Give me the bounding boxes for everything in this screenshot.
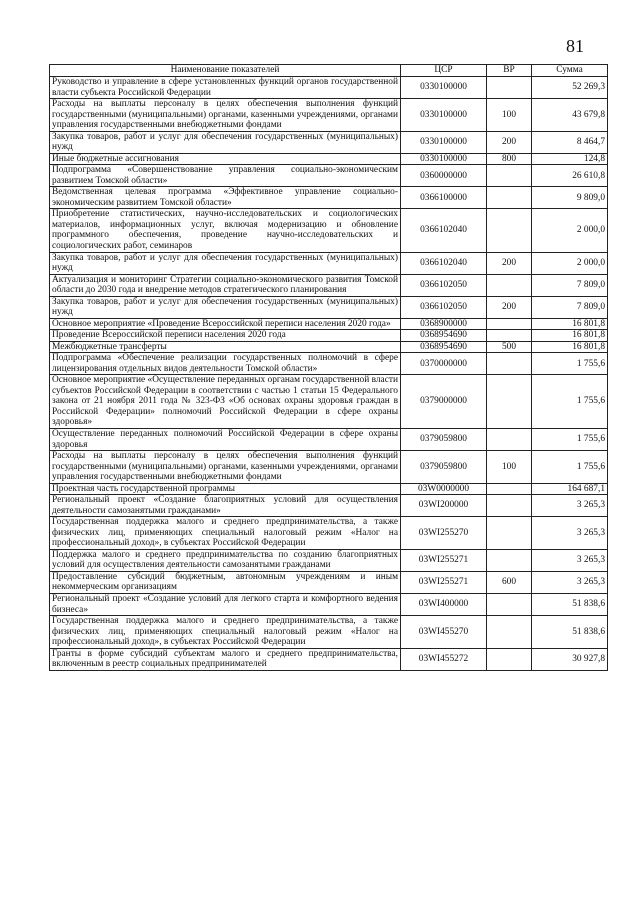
row-name: Гранты в форме субсидий субъектам малого и среднего предпринимательства, включенным в реестр социальных предпринимателей [50, 648, 401, 670]
table-row [50, 209, 608, 252]
header-name: Наименование показателей [50, 65, 401, 77]
row-name: Ведомственная целевая программа «Эффективное управление социально-экономическим развитием Томской области» [50, 187, 401, 209]
table-row [50, 252, 608, 274]
row-vr [487, 165, 532, 187]
table-row [50, 451, 608, 484]
row-sum: 164 687,1 [532, 483, 608, 495]
row-vr: 100 [487, 451, 532, 484]
row-name: Государственная поддержка малого и среднего предпринимательства, а также физических лиц, применяющих специальный налоговый режим «Налог на профессиональный доход», в субъектах Российской Федерации [50, 616, 401, 649]
table-row [50, 648, 608, 670]
row-sum: 43 679,8 [532, 99, 608, 132]
table-row [50, 571, 608, 593]
table-row [50, 274, 608, 296]
row-sum: 51 838,6 [532, 593, 608, 615]
page-number: 81 [566, 36, 584, 56]
row-csr: 0368900000 [401, 318, 487, 330]
table-row [50, 187, 608, 209]
table-row [50, 341, 608, 353]
table-row [50, 77, 608, 99]
row-csr: 0366102040 [401, 209, 487, 252]
row-name: Приобретение статистических, научно-исследовательских и социологических материалов, информационных услуг, включая модернизацию и обновление программного обеспечения, проведение научно-исследовательских и социологических работ, семинаров [50, 209, 401, 252]
row-csr: 03WI455272 [401, 648, 487, 670]
row-name: Иные бюджетные ассигнования [50, 153, 401, 165]
budget-table [49, 64, 608, 671]
row-vr [487, 274, 532, 296]
row-csr: 0360000000 [401, 165, 487, 187]
row-csr: 03WI200000 [401, 495, 487, 517]
row-vr [487, 616, 532, 649]
table-row [50, 593, 608, 615]
table-row [50, 517, 608, 550]
row-sum: 16 801,8 [532, 341, 608, 353]
row-csr: 0366102050 [401, 296, 487, 318]
row-sum: 3 265,3 [532, 517, 608, 550]
row-sum: 3 265,3 [532, 549, 608, 571]
table-row [50, 375, 608, 429]
row-csr: 03W0000000 [401, 483, 487, 495]
row-csr: 0366100000 [401, 187, 487, 209]
row-vr [487, 375, 532, 429]
row-csr: 03WI455270 [401, 616, 487, 649]
row-name: Основное мероприятие «Проведение Всероссийской переписи населения 2020 года» [50, 318, 401, 330]
row-sum: 2 000,0 [532, 252, 608, 274]
row-sum: 3 265,3 [532, 571, 608, 593]
table-row [50, 296, 608, 318]
row-sum: 1 755,6 [532, 375, 608, 429]
row-sum: 3 265,3 [532, 495, 608, 517]
table-row [50, 131, 608, 153]
row-vr: 100 [487, 99, 532, 132]
row-csr: 0379059800 [401, 429, 487, 451]
row-sum: 16 801,8 [532, 318, 608, 330]
row-csr: 0368954690 [401, 341, 487, 353]
row-vr [487, 429, 532, 451]
row-vr: 200 [487, 131, 532, 153]
table-row [50, 153, 608, 165]
row-name: Актуализация и мониторинг Стратегии социально-экономического развития Томской области до 2030 года и внедрение методов стратегического планирования [50, 274, 401, 296]
row-vr [487, 495, 532, 517]
row-name: Проектная часть государственной программы [50, 483, 401, 495]
row-vr: 200 [487, 252, 532, 274]
row-sum: 1 755,6 [532, 429, 608, 451]
row-name: Подпрограмма «Обеспечение реализации государственных полномочий в сфере лицензирования отдельных видов деятельности Томской области» [50, 353, 401, 375]
row-csr: 03WI255270 [401, 517, 487, 550]
row-csr: 0330100000 [401, 99, 487, 132]
row-vr: 500 [487, 341, 532, 353]
row-vr: 200 [487, 296, 532, 318]
row-sum: 7 809,0 [532, 296, 608, 318]
row-vr: 800 [487, 153, 532, 165]
row-sum: 1 755,6 [532, 353, 608, 375]
row-csr: 03WI255271 [401, 549, 487, 571]
row-name: Предоставление субсидий бюджетным, автономным учреждениям и иным некоммерческим организациям [50, 571, 401, 593]
row-name: Закупка товаров, работ и услуг для обеспечения государственных (муниципальных) нужд [50, 131, 401, 153]
row-vr [487, 330, 532, 342]
row-vr [487, 483, 532, 495]
row-sum: 26 610,8 [532, 165, 608, 187]
row-csr: 03WI255271 [401, 571, 487, 593]
table-row [50, 483, 608, 495]
row-vr [487, 517, 532, 550]
header-csr: ЦСР [401, 65, 487, 77]
row-sum: 8 464,7 [532, 131, 608, 153]
table-row [50, 495, 608, 517]
row-sum: 1 755,6 [532, 451, 608, 484]
row-sum: 16 801,8 [532, 330, 608, 342]
row-csr: 0330100000 [401, 131, 487, 153]
row-csr: 0330100000 [401, 77, 487, 99]
row-name: Проведение Всероссийской переписи населения 2020 года [50, 330, 401, 342]
table-row [50, 353, 608, 375]
table-row [50, 549, 608, 571]
row-name: Подпрограмма «Совершенствование управления социально-экономическим развитием Томской области» [50, 165, 401, 187]
row-sum: 9 809,0 [532, 187, 608, 209]
row-sum: 51 838,6 [532, 616, 608, 649]
row-name: Закупка товаров, работ и услуг для обеспечения государственных (муниципальных) нужд [50, 296, 401, 318]
row-sum: 30 927,8 [532, 648, 608, 670]
row-csr: 0368954690 [401, 330, 487, 342]
table-row [50, 330, 608, 342]
table-header-row [50, 65, 608, 77]
row-name: Руководство и управление в сфере установленных функций органов государственной власти субъекта Российской Федерации [50, 77, 401, 99]
row-csr: 0366102050 [401, 274, 487, 296]
table-row [50, 165, 608, 187]
row-csr: 0366102040 [401, 252, 487, 274]
header-vr: ВР [487, 65, 532, 77]
row-sum: 124,8 [532, 153, 608, 165]
row-name: Региональный проект «Создание условий для легкого старта и комфортного ведения бизнеса» [50, 593, 401, 615]
row-name: Поддержка малого и среднего предпринимательства по созданию благоприятных условий для осуществления деятельности самозанятыми гражданами [50, 549, 401, 571]
row-vr [487, 593, 532, 615]
table-row [50, 429, 608, 451]
row-sum: 7 809,0 [532, 274, 608, 296]
row-vr [487, 187, 532, 209]
row-vr [487, 549, 532, 571]
row-name: Расходы на выплаты персоналу в целях обеспечения выполнения функций государственными (муниципальными) органами, казенными учреждениями, органами управления государственными внебюджетными фондами [50, 451, 401, 484]
row-csr: 0379000000 [401, 375, 487, 429]
row-sum: 2 000,0 [532, 209, 608, 252]
row-vr [487, 318, 532, 330]
row-vr: 600 [487, 571, 532, 593]
row-name: Государственная поддержка малого и среднего предпринимательства, а также физических лиц, применяющих специальный налоговый режим «Налог на профессиональный доход», в субъектах Российской Федерации [50, 517, 401, 550]
row-name: Осуществление переданных полномочий Российской Федерации в сфере охраны здоровья [50, 429, 401, 451]
row-name: Основное мероприятие «Осуществление переданных органам государственной власти субъектов Российской Федерации в соответствии с частью 1 статьи 15 Федерального закона от 21 ноября 2011 года № 323-ФЗ «Об основах охраны здоровья граждан в Российской Федерации» полномочий Российской Федерации в сфере охраны здоровья» [50, 375, 401, 429]
row-name: Закупка товаров, работ и услуг для обеспечения государственных (муниципальных) нужд [50, 252, 401, 274]
row-csr: 0330100000 [401, 153, 487, 165]
row-name: Межбюджетные трансферты [50, 341, 401, 353]
row-vr [487, 209, 532, 252]
table-row [50, 616, 608, 649]
row-csr: 0370000000 [401, 353, 487, 375]
header-sum: Сумма [532, 65, 608, 77]
row-vr [487, 648, 532, 670]
row-csr: 0379059800 [401, 451, 487, 484]
table-row [50, 318, 608, 330]
row-vr [487, 353, 532, 375]
row-vr [487, 77, 532, 99]
row-name: Расходы на выплаты персоналу в целях обеспечения выполнения функций государственными (муниципальными) органами, казенными учреждениями, органами управления государственными внебюджетными фондами [50, 99, 401, 132]
row-sum: 52 269,3 [532, 77, 608, 99]
row-name: Региональный проект «Создание благоприятных условий для осуществления деятельности самозанятыми гражданами» [50, 495, 401, 517]
row-csr: 03WI400000 [401, 593, 487, 615]
table-row [50, 99, 608, 132]
